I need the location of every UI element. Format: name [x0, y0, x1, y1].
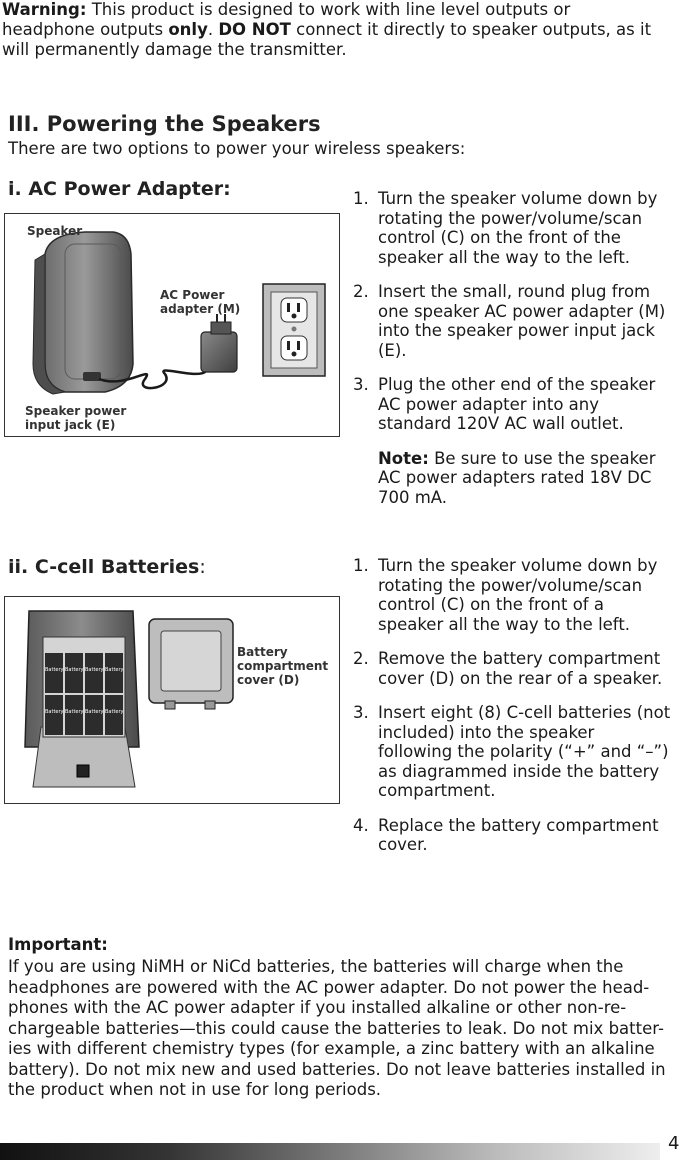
warning-text-b: . — [207, 20, 219, 39]
battery-step-3-text: Insert eight (8) C-cell batteries (not included) into the speaker following the polarity (“+” and “–”) as diagrammed inside the battery compartment. — [378, 703, 671, 800]
page-number: 4 — [668, 1133, 680, 1154]
battery-heading — [8, 556, 206, 578]
section-intro: There are two options to power your wireless speakers: — [8, 139, 466, 158]
ac-steps — [353, 189, 673, 507]
ac-step-2-num: 2. — [353, 282, 369, 301]
battery-cell-label: Battery — [45, 709, 64, 715]
ac-note-label: Note: — [378, 448, 429, 468]
battery-step-1-num: 1. — [353, 556, 369, 575]
ac-step-3 — [353, 375, 673, 434]
battery-cell-label: Battery — [85, 667, 104, 673]
ac-note-text: Be sure to use the speaker AC power adapters rated 18V DC 700 mA. — [378, 448, 656, 507]
ac-step-1-num: 1. — [353, 189, 369, 208]
battery-cover — [149, 619, 233, 709]
battery-step-4-text: Replace the battery compartment cover. — [378, 815, 659, 854]
warning-label: Warning: — [2, 0, 87, 19]
ac-adapter-block — [201, 314, 237, 372]
warning-text-c: connect it directly to speaker outputs, as it will permanently damage the transmitter. — [2, 20, 652, 59]
speaker-body — [33, 232, 133, 394]
speaker-label: Speaker — [27, 224, 83, 238]
important-text: If you are using NiMH or NiCd batteries, the batteries will charge when the headphones are powered with the AC power adapter. Do not power the head-phones with the AC power adapter if you installed alkaline or other non-re-chargeable batteries—this could cause the batteries to leak. Do not mix batter-ies with different chemistry types (for example, a zinc battery with an alkaline battery). Do not mix new and used batteries. Do not leave batteries installed in the product when not in use for long periods. — [8, 957, 666, 1099]
jack-label: Speaker power input jack (E) — [25, 404, 127, 432]
battery-cell-labels — [45, 653, 125, 735]
ac-setup-drawing — [5, 214, 339, 436]
battery-illustration — [4, 596, 340, 804]
wall-outlet — [263, 284, 325, 376]
ac-step-3-text: Plug the other end of the speaker AC power adapter into any standard 120V AC wall outlet. — [378, 375, 656, 433]
ac-step-2-text: Insert the small, round plug from one speaker AC power adapter (M) into the speaker power input jack (E). — [378, 282, 666, 360]
battery-cell-label: Battery — [65, 667, 84, 673]
ac-step-1-text: Turn the speaker volume down by rotating the power/volume/scan control (C) on the front of the speaker all the way to the left. — [378, 189, 658, 267]
battery-step-4 — [353, 816, 673, 855]
battery-heading-text: ii. C-cell Batteries — [8, 556, 200, 578]
battery-step-4-num: 4. — [353, 815, 369, 835]
battery-heading-colon: : — [199, 556, 206, 578]
warning-do-not: DO NOT — [218, 20, 291, 39]
ac-heading: i. AC Power Adapter: — [8, 178, 231, 200]
battery-step-1 — [353, 556, 673, 634]
battery-cell-label: Battery — [85, 709, 104, 715]
ac-step-2 — [353, 282, 673, 360]
warning-paragraph — [2, 0, 662, 60]
battery-step-2-num: 2. — [353, 649, 369, 668]
section-title: III. Powering the Speakers — [8, 112, 321, 136]
battery-cell-label: Battery — [65, 709, 84, 715]
battery-cell-label: Battery — [105, 667, 124, 673]
ac-step-1 — [353, 189, 673, 267]
battery-cell-label: Battery — [105, 709, 124, 715]
battery-steps — [353, 556, 673, 870]
battery-step-3 — [353, 703, 673, 801]
battery-step-3-num: 3. — [353, 703, 369, 722]
adapter-label: AC Power adapter (M) — [160, 288, 241, 316]
warning-only: only — [168, 20, 208, 39]
ac-step-3-num: 3. — [353, 375, 369, 394]
battery-step-1-text: Turn the speaker volume down by rotating the power/volume/scan control (C) on the front of a speaker all the way to the left. — [378, 556, 658, 634]
battery-cell-label: Battery — [45, 667, 64, 673]
battery-step-2 — [353, 649, 673, 688]
important-heading: Important: — [8, 935, 108, 954]
ac-adapter-illustration — [4, 213, 340, 437]
footer-gradient-bar — [0, 1143, 660, 1160]
warning-text-a: This product is designed to work with line level outputs or headphone outputs — [2, 0, 571, 39]
cover-label: Battery compartment cover (D) — [237, 645, 329, 687]
ac-note — [353, 449, 673, 508]
battery-step-2-text: Remove the battery compartment cover (D) on the rear of a speaker. — [378, 649, 663, 688]
